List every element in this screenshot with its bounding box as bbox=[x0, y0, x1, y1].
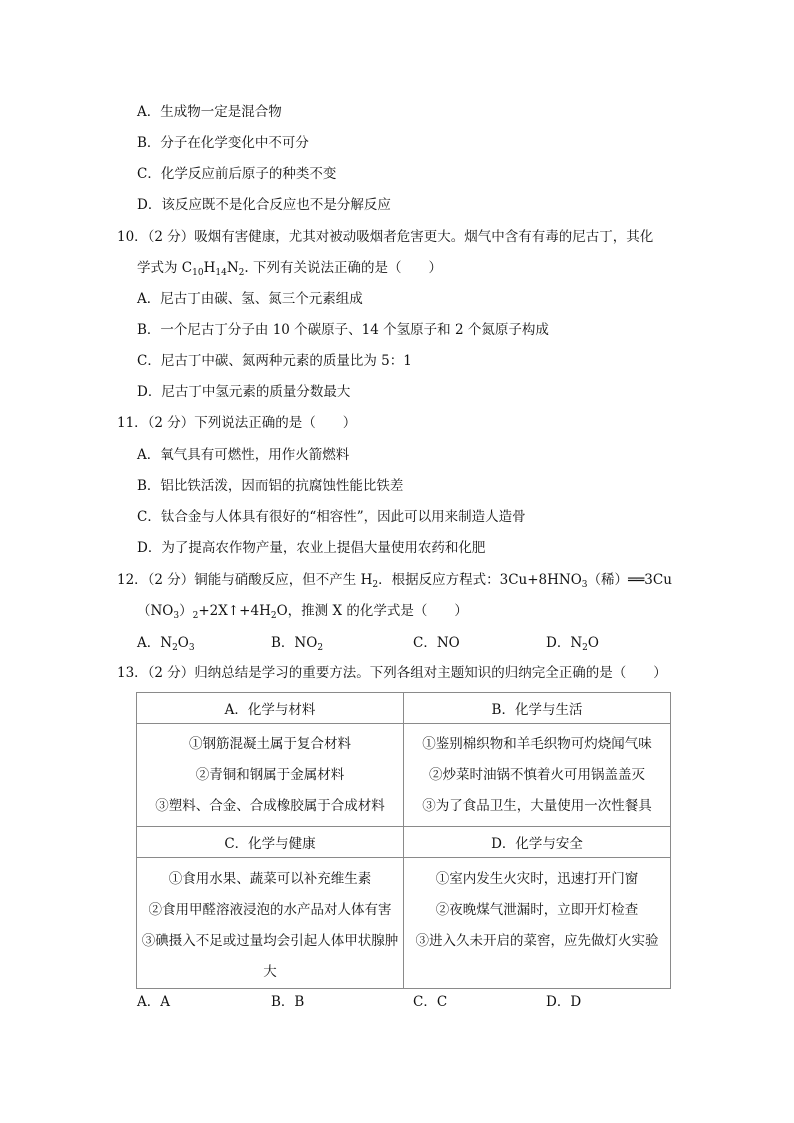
cell-c-items bbox=[137, 858, 404, 989]
cell-a-title: A．化学与材料 bbox=[137, 693, 404, 724]
cell-c-item-1: ①食用水果、蔬菜可以补充维生素 bbox=[168, 871, 372, 887]
q13-choice-d: D．D bbox=[546, 994, 582, 1010]
q9-option-b: B．分子在化学变化中不可分 bbox=[137, 135, 309, 151]
cell-a-items bbox=[137, 724, 404, 827]
q9-option-d: D．该反应既不是化合反应也不是分解反应 bbox=[137, 197, 391, 213]
cell-b-title: B．化学与生活 bbox=[404, 693, 671, 724]
cell-b-item-2: ②炒菜时油锅不慎着火可用锅盖盖灭 bbox=[429, 766, 645, 783]
q12-choice-c: C．NO bbox=[413, 635, 460, 651]
q12-stem-line2: $(NO_3)_2+2X↑+4H_2O$，推测 X 的化学式是（ ） bbox=[137, 603, 468, 621]
q11-option-c: C．钛合金与人体具有很好的“相容性”，因此可以用来制造人造骨 bbox=[137, 509, 526, 525]
cell-c-title: C．化学与健康 bbox=[137, 827, 404, 858]
q10-option-c: C．尼古丁中碳、氮两种元素的质量比为 5：1 bbox=[137, 353, 412, 369]
cell-c-item-3: ③碘摄入不足或过量均会引起人体甲状腺肿大 bbox=[141, 933, 399, 980]
q13-choice-a: A．A bbox=[137, 994, 170, 1010]
cell-d-items bbox=[404, 858, 671, 989]
q13-knowledge-table bbox=[136, 692, 671, 989]
cell-b-item-1: ①鉴别棉织物和羊毛织物可灼烧闻气味 bbox=[422, 735, 652, 752]
cell-a-item-1: ①钢筋混凝土属于复合材料 bbox=[189, 735, 351, 752]
q10-option-b: B．一个尼古丁分子由 10 个碳原子、14 个氢原子和 2 个氮原子构成 bbox=[137, 322, 549, 338]
q9-option-a: A．生成物一定是混合物 bbox=[137, 104, 282, 120]
q11-stem: 11．（2 分）下列说法正确的是（ ） bbox=[117, 415, 357, 431]
cell-d-item-2: ②夜晚煤气泄漏时，立即开灯检查 bbox=[435, 902, 639, 918]
q12-choice-a: A．$N_2O_3$ bbox=[137, 635, 195, 653]
q13-choice-c: C．C bbox=[413, 994, 448, 1010]
cell-b-items bbox=[404, 724, 671, 827]
q10-option-a: A．尼古丁由碳、氢、氮三个元素组成 bbox=[137, 291, 363, 307]
q11-option-a: A．氧气具有可燃性，用作火箭燃料 bbox=[137, 447, 350, 463]
q12-stem-line1: 12．（2 分）铜能与硝酸反应，但不产生 $H_2$．根据反应方程式：$3Cu+8HNO_3$（稀）══3Cu bbox=[117, 572, 672, 590]
cell-d-item-1: ①室内发生火灾时，迅速打开门窗 bbox=[435, 871, 639, 887]
q13-stem: 13．（2 分）归纳总结是学习的重要方法。下列各组对主题知识的归纳完全正确的是（ ） bbox=[117, 665, 667, 681]
cell-c-item-2: ②食用甲醛溶液浸泡的水产品对人体有害 bbox=[148, 902, 392, 918]
q10-stem-line1: 10．（2 分）吸烟有害健康，尤其对被动吸烟者危害更大。烟气中含有有毒的尼古丁，其化 bbox=[117, 229, 654, 245]
q13-choice-b: B．B bbox=[271, 994, 305, 1010]
q9-option-c: C．化学反应前后原子的种类不变 bbox=[137, 166, 337, 182]
q12-choice-b: B．$NO_2$ bbox=[271, 635, 324, 653]
q10-stem-line2: 学式为 $C_{10}H_{14}N_2$. 下列有关说法正确的是（ ） bbox=[137, 260, 442, 278]
cell-a-item-2: ②青铜和钢属于金属材料 bbox=[195, 766, 345, 783]
cell-b-item-3: ③为了食品卫生，大量使用一次性餐具 bbox=[422, 797, 652, 814]
q11-option-d: D．为了提高农作物产量，农业上提倡大量使用农药和化肥 bbox=[137, 540, 486, 556]
q12-choice-d: D．$N_2O$ bbox=[546, 635, 599, 653]
q10-option-d: D．尼古丁中氢元素的质量分数最大 bbox=[137, 384, 351, 400]
cell-d-title: D．化学与安全 bbox=[404, 827, 671, 858]
q11-option-b: B．铝比铁活泼，因而铝的抗腐蚀性能比铁差 bbox=[137, 478, 404, 494]
cell-d-item-3: ③进入久未开启的菜窖，应先做灯火实验 bbox=[415, 933, 659, 949]
cell-a-item-3: ③塑料、合金、合成橡胶属于合成材料 bbox=[155, 797, 385, 814]
